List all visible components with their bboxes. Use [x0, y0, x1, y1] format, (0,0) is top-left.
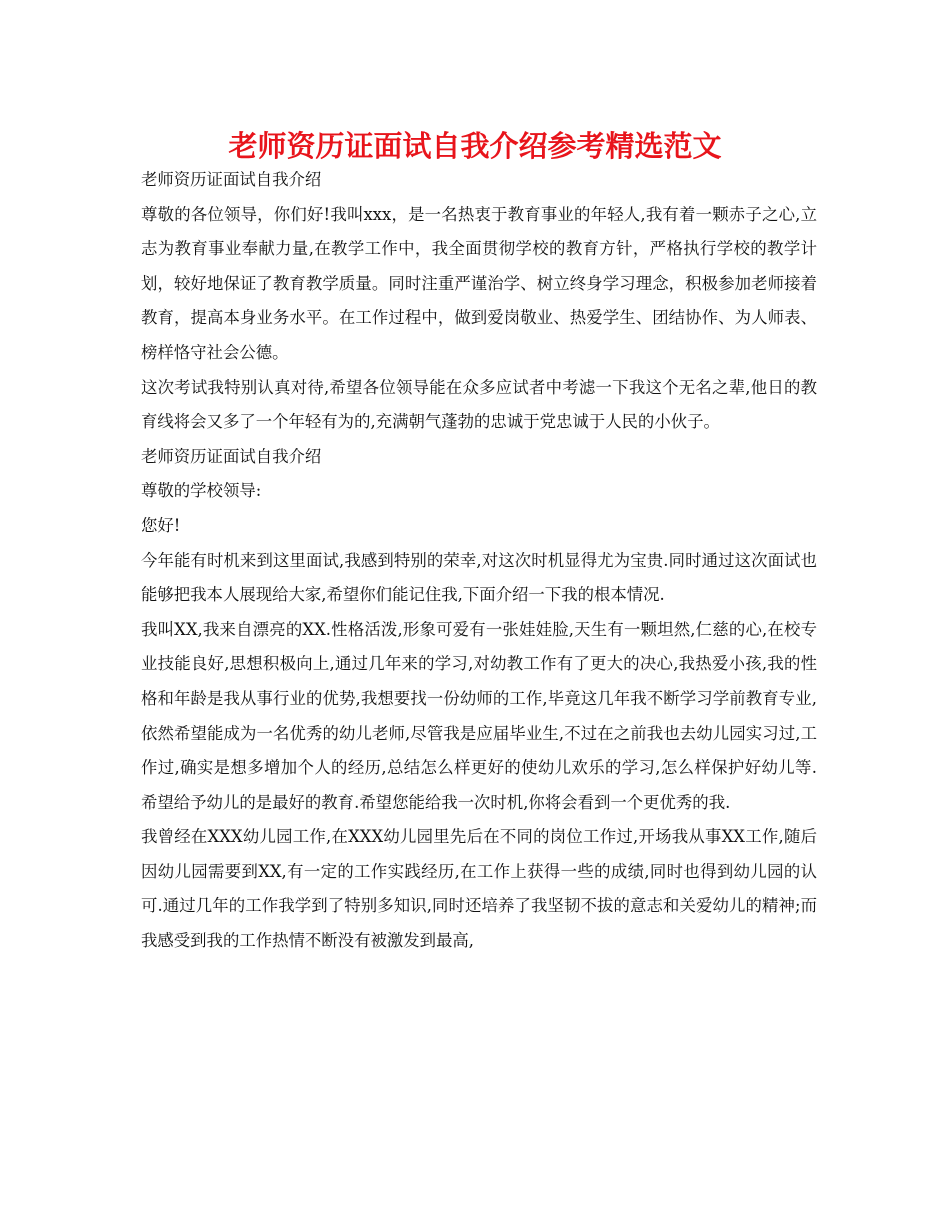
- paragraph-section-heading: 老师资历证面试自我介绍: [141, 446, 322, 466]
- paragraph-greeting: 您好!: [141, 515, 181, 535]
- paragraph: 我曾经在XXX幼儿园工作,在XXX幼儿园里先后在不同的岗位工作过,开场我从事XX工作,随后因幼儿园需要到XX,有一定的工作实践经历,在工作上获得一些的成绩,同时也得到幼儿园的认可.通过几年的工作我学到了特别多知识,同时还培养了我坚韧不拔的意志和关爱幼儿的精神;而我感受到我的工作热情不断没有被激发到最高,: [141, 827, 817, 951]
- paragraph: 我叫XX,我来自漂亮的XX.性格活泼,形象可爱有一张娃娃脸,天生有一颗坦然,仁慈的心,在校专业技能良好,思想积极向上,通过几年来的学习,对幼教工作有了更大的决心,我热爱小孩,我的性格和年龄是我从事行业的优势,我想要找一份幼师的工作,毕竟这几年我不断学习学前教育专业,依然希望能成为一名优秀的幼儿老师,尽管我是应届毕业生,不过在之前我也去幼儿园实习过,工作过,确实是想多增加个人的经历,总结怎么样更好的使幼儿欢乐的学习,怎么样保护好幼儿等.希望给予幼儿的是最好的教育.希望您能给我一次时机,你将会看到一个更优秀的我.: [141, 619, 817, 812]
- document-title: 老师资历证面试自我介绍参考精选范文: [228, 129, 722, 163]
- document-body: [141, 163, 817, 959]
- paragraph: 这次考试我特别认真对待,希望各位领导能在众多应试者中考滤一下我这个无名之辈,他日的教育线将会又多了一个年轻有为的,充满朝气蓬勃的忠诚于党忠诚于人民的小伙子。: [141, 377, 817, 432]
- paragraph-salutation: 尊敬的学校领导:: [141, 481, 262, 501]
- paragraph: 今年能有时机来到这里面试,我感到特别的荣幸,对这次时机显得尤为宝贵.同时通过这次面试也能够把我本人展现给大家,希望你们能记住我,下面介绍一下我的根本情况.: [141, 550, 817, 605]
- paragraph-section-heading: 老师资历证面试自我介绍: [141, 170, 322, 189]
- paragraph: 尊敬的各位领导，你们好!我叫xxx，是一名热衷于教育事业的年轻人,我有着一颗赤子之心,立志为教育事业奉献力量,在教学工作中，我全面贯彻学校的教育方针，严格执行学校的教学计划，较好地保证了教育教学质量。同时注重严谨治学、树立终身学习理念，积极参加老师接着教育，提高本身业务水平。在工作过程中，做到爱岗敬业、热爱学生、团结协作、为人师表、榜样恪守社会公德。: [141, 204, 817, 362]
